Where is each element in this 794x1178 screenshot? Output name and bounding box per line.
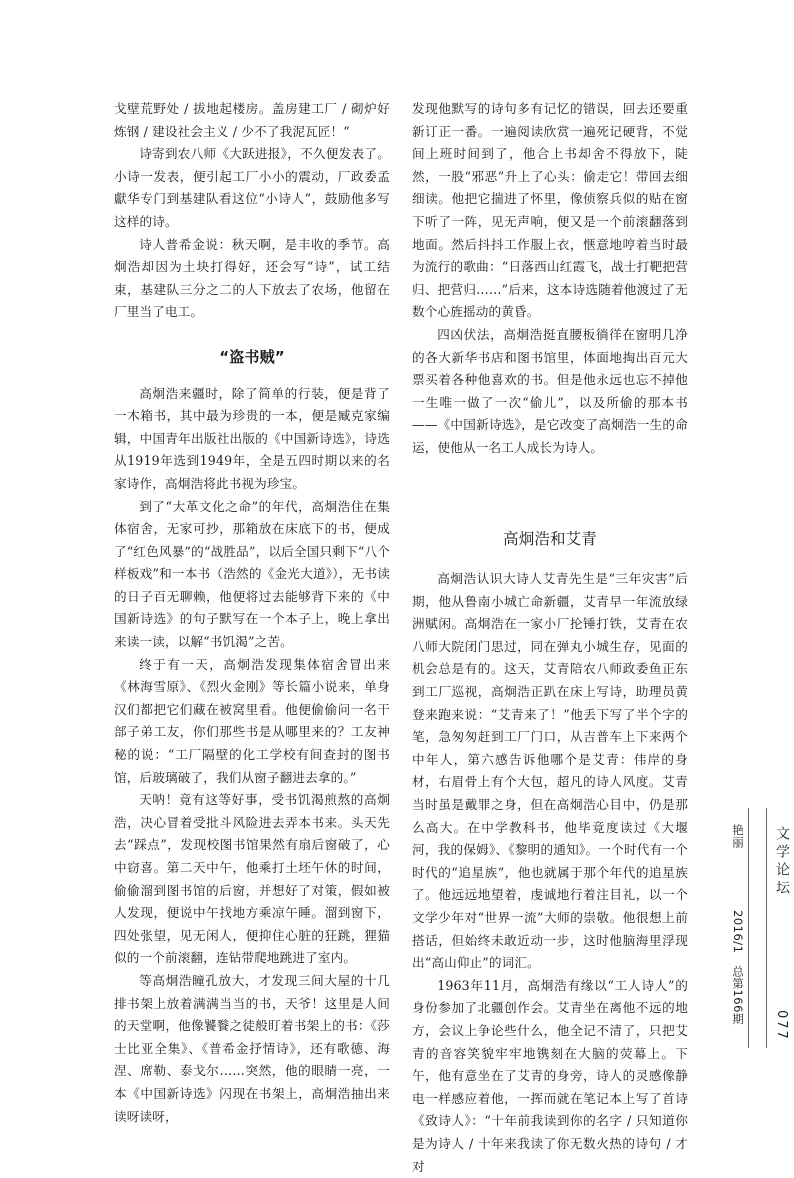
sidebar-divider (748, 808, 749, 1048)
paragraph: 高炯浩来疆时，除了简单的行装，便是背了一木箱书，其中最为珍贵的一本，便是臧克家编辑，中国青年出版社出版的《中国新诗选》，诗选从1919年选到1949年，全是五四时期以来的名家诗作，高炯浩将此书视为珍宝。 (114, 385, 390, 491)
paragraph: 发现他默写的诗句多有记忆的错误，回去还要重新订正一番。一遍阅读欣赏一遍死记硬背，不觉间上班时间到了，他合上书却舍不得放下，陡然，一股“邪恶”升上了心头：偷走它！带回去细细读。他把它揣进了怀里，像侦察兵似的贴在窗下听了一阵，见无声响，便又是一个前滚翻落到地面。然后抖抖工作服上衣，惬意地哼着当时最为流行的歌曲：“日落西山红霞飞，战士打靶把营归、把营归……”后来，这本诗选随着他渡过了无数个心旌摇动的黄昏。 (412, 101, 688, 320)
sidebar-issue-number: 总第166期 (731, 965, 745, 1025)
paragraph: 四凶伏法，高炯浩挺直腰板徜徉在窗明几净的各大新华书店和图书馆里，体面地掏出百元大票买着各种他喜欢的书。但是他永远也忘不掉他一生唯一做了一次“偷儿”，以及所偷的那本书——《中国新诗选》，是它改变了高炯浩一生的命运，使他从一名工人成长为诗人。 (412, 326, 688, 455)
section-heading: 高炯浩和艾青 (503, 529, 597, 548)
paragraph: 1963年11月，高炯浩有缘以“工人诗人”的身份参加了北疆创作会。艾青坐在离他不远的地方，会议上争论些什么，他全记不清了，只把艾青的音容笑貌牢牢地镌刻在大脑的荧幕上。下午，他有意坐在了艾青的身旁，诗人的灵感像静电一样感应着他，一挥而就在笔记本上写了首诗《致诗人》：“十年前我读到你的名字 / 只知道你是为诗人 / 十年来我读了你无数火热的诗句 / 才对 (412, 977, 688, 1174)
paragraph: 戈壁荒野处 / 拔地起楼房。盖房建工厂 / 砌炉好炼钢 / 建设社会主义 / 少不了我泥瓦匠！” (114, 101, 390, 139)
paragraph: 到了“大革文化之命”的年代，高炯浩住在集体宿舍，无家可抄，那箱放在床底下的书，便成了“红色风暴”的“战胜品”，以后全国只剩下“八个样板戏”和一本书（浩然的《金光大道》），无书读的日子百无聊赖，他便将过去能够背下来的《中国新诗选》的句子默写在一个本子上，晚上拿出来读一读，以解“书饥渴”之苦。 (114, 498, 390, 650)
sidebar-year: 2016/1 (731, 910, 745, 954)
paragraph: 等高炯浩瞳孔放大，才发现三间大屋的十几排书架上放着满满当当的书，天爷！这里是人间的天堂啊，他像饕餮之徒般盯着书架上的书：《莎士比亚全集》、《普希金抒情诗》，还有歌德、海涅、席勒、泰戈尔……突然，他的眼睛一亮，一本《中国新诗选》闪现在书架上，高炯浩抽出来读呀读呀， (114, 972, 390, 1124)
sidebar-divider (766, 808, 767, 1048)
paragraph: 诗人普希金说：秋天啊，是丰收的季节。高炯浩却因为土块打得好，还会写“诗”，试工结束，基建队三分之二的人下放去了农场，他留在厂里当了电工。 (114, 236, 390, 320)
section-heading: “盗书贼” (219, 347, 285, 366)
sidebar-brand: 艳丽 (731, 824, 745, 849)
sidebar-journal-title: 文学论坛 (774, 826, 790, 898)
right-column (412, 98, 688, 1178)
sidebar-issue (730, 910, 746, 1025)
paragraph: 终于有一天，高炯浩发现集体宿舍冒出来《林海雪原》、《烈火金刚》等长篇小说来，单身汉们都把它们藏在被窝里看。他便偷偷问一名干部子弟工友，你们那些书是从哪里来的？工友神秘的说：“工厂隔壁的化工学校有间查封的图书馆，后玻璃破了，我们从窗子翻进去拿的。” (114, 656, 390, 785)
page-number: 077 (774, 1010, 789, 1041)
paragraph: 高炯浩认识大诗人艾青先生是“三年灾害”后期，他从鲁南小城亡命新疆，艾青早一年流放绿洲赋闲。高炯浩在一家小厂抡锤打铁，艾青在农八师大院闭门思过，同在弹丸小城生存，见面的机会总是有的。这天，艾青陪农八师政委鱼正东到工厂巡视，高炯浩正趴在床上写诗，助理员黄登来跑来说：“艾青来了！”他丢下写了半个字的笔，急匆匆赶到工厂门口，从吉普车上下来两个中年人，第六感告诉他哪个是艾青：伟岸的身材，右眉骨上有个大包，超凡的诗人风度。艾青当时虽是戴罪之身，但在高炯浩心目中，仍是那么高大。在中学教科书，他毕竟度读过《大堰河，我的保姆》、《黎明的通知》。一个时代有一个时代的“追星族”，他也就属于那个年代的追星族了。他远远地望着，虔诚地行着注目礼，以一个文学少年对“世界一流”大师的崇敬。他很想上前搭话，但始终未敢近动一步，这时他脑海里浮现出“高山仰止”的词汇。 (412, 571, 688, 971)
paragraph: 天呐！竟有这等好事，受书饥渴煎熬的高炯浩，决心冒着受批斗风险进去弄本书来。头天先去“踩点”，发现校图书馆果然有扇后窗破了，心中窃喜。第二天中午，他乘打土坯午休的时间，偷偷溜到图书馆的后窗，并想好了对策，假如被人发现，便说中午找地方乘凉午睡。溜到窗下，四处张望，见无闲人，便抑住心脏的狂跳，狸猫似的一个前滚翻，连钻带爬地跳进了室内。 (114, 792, 390, 966)
paragraph: 诗寄到农八师《大跃进报》，不久便发表了。小诗一发表，便引起工厂小小的震动，厂政委孟獻华专门到基建队看这位“小诗人”，鼓励他多写这样的诗。 (114, 146, 390, 229)
left-column (114, 98, 390, 1128)
